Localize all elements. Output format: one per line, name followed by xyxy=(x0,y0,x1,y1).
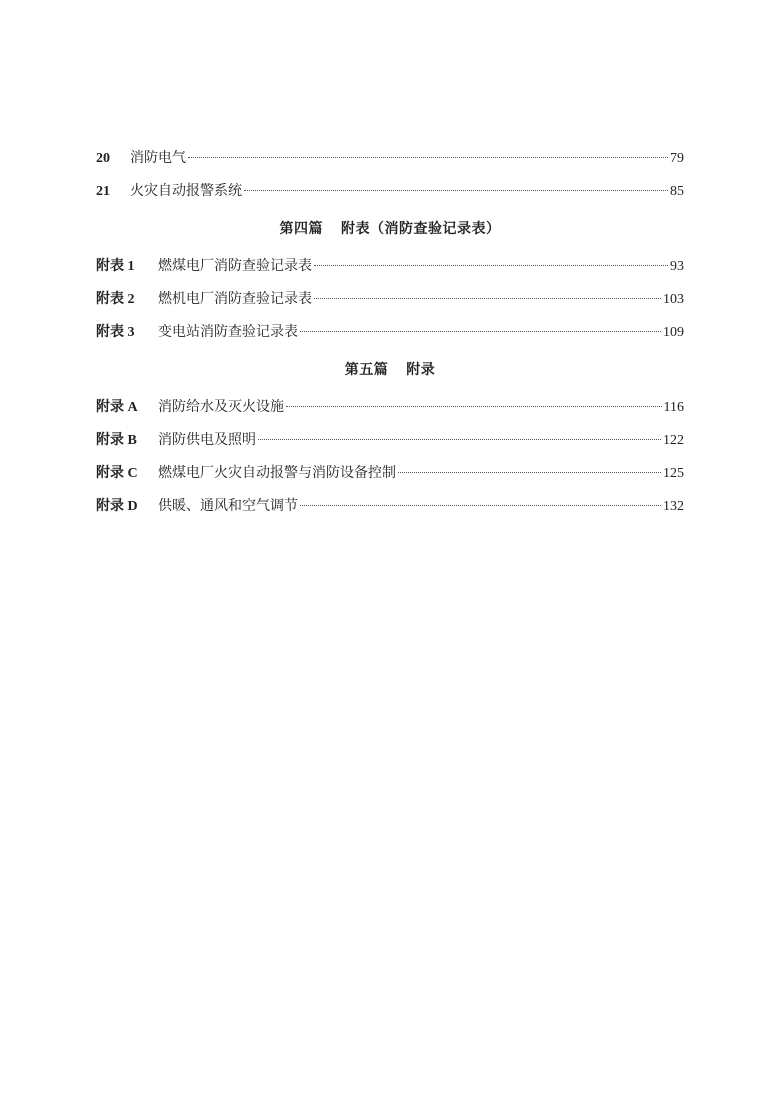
toc-leader-dots xyxy=(300,331,661,332)
toc-entry-page: 85 xyxy=(670,184,684,199)
toc-entry-page: 122 xyxy=(663,433,684,448)
toc-entry-number: 附表 1 xyxy=(96,259,135,274)
section-part-label: 第四篇 xyxy=(279,221,323,237)
toc-entry-page: 132 xyxy=(663,499,684,514)
toc-entry-number: 附录 A xyxy=(96,400,138,415)
toc-leader-dots xyxy=(286,406,662,407)
toc-entry-21[interactable] xyxy=(96,175,684,208)
toc-entry-title: 燃煤电厂消防查验记录表 xyxy=(158,258,312,274)
section-heading-part5 xyxy=(96,349,684,391)
toc-entry-number: 20 xyxy=(96,151,110,166)
toc-entry-table-2[interactable] xyxy=(96,283,684,316)
toc-entry-page: 103 xyxy=(663,292,684,307)
toc-entry-table-3[interactable] xyxy=(96,316,684,349)
toc-leader-dots xyxy=(258,439,661,440)
toc-entry-appendix-c[interactable] xyxy=(96,457,684,490)
toc-entry-page: 93 xyxy=(670,259,684,274)
toc-entry-appendix-d[interactable] xyxy=(96,490,684,523)
section-heading-part4 xyxy=(96,208,684,250)
section-title: 附录 xyxy=(406,362,436,378)
toc-entry-appendix-a[interactable] xyxy=(96,391,684,424)
toc-entry-title: 火灾自动报警系统 xyxy=(130,183,242,199)
toc-leader-dots xyxy=(398,472,661,473)
toc-leader-dots xyxy=(314,298,661,299)
toc-entry-number: 附表 3 xyxy=(96,325,135,340)
toc-entry-number: 附录 B xyxy=(96,433,137,448)
toc-entry-number: 附录 D xyxy=(96,499,138,514)
toc-entry-appendix-b[interactable] xyxy=(96,424,684,457)
toc-entry-title: 消防供电及照明 xyxy=(158,432,256,448)
toc-leader-dots xyxy=(300,505,661,506)
toc-entry-number: 附录 C xyxy=(96,466,138,481)
toc-entry-page: 79 xyxy=(670,151,684,166)
toc-entry-table-1[interactable] xyxy=(96,250,684,283)
table-of-contents xyxy=(96,142,684,523)
toc-entry-title: 燃机电厂消防查验记录表 xyxy=(158,291,312,307)
toc-leader-dots xyxy=(244,190,668,191)
section-part-label: 第五篇 xyxy=(344,362,389,378)
toc-leader-dots xyxy=(188,157,668,158)
toc-entry-20[interactable] xyxy=(96,142,684,175)
toc-entry-page: 109 xyxy=(663,325,684,340)
toc-entry-title: 消防给水及灭火设施 xyxy=(158,399,284,415)
toc-entry-number: 附表 2 xyxy=(96,292,135,307)
toc-entry-title: 变电站消防查验记录表 xyxy=(158,324,298,340)
toc-entry-number: 21 xyxy=(96,184,110,199)
toc-entry-title: 供暖、通风和空气调节 xyxy=(158,498,298,514)
toc-entry-page: 116 xyxy=(663,400,684,415)
section-title: 附表（消防查验记录表） xyxy=(341,221,501,237)
toc-leader-dots xyxy=(314,265,668,266)
toc-entry-title: 消防电气 xyxy=(130,150,186,166)
toc-entry-title: 燃煤电厂火灾自动报警与消防设备控制 xyxy=(158,465,396,481)
toc-entry-page: 125 xyxy=(663,466,684,481)
